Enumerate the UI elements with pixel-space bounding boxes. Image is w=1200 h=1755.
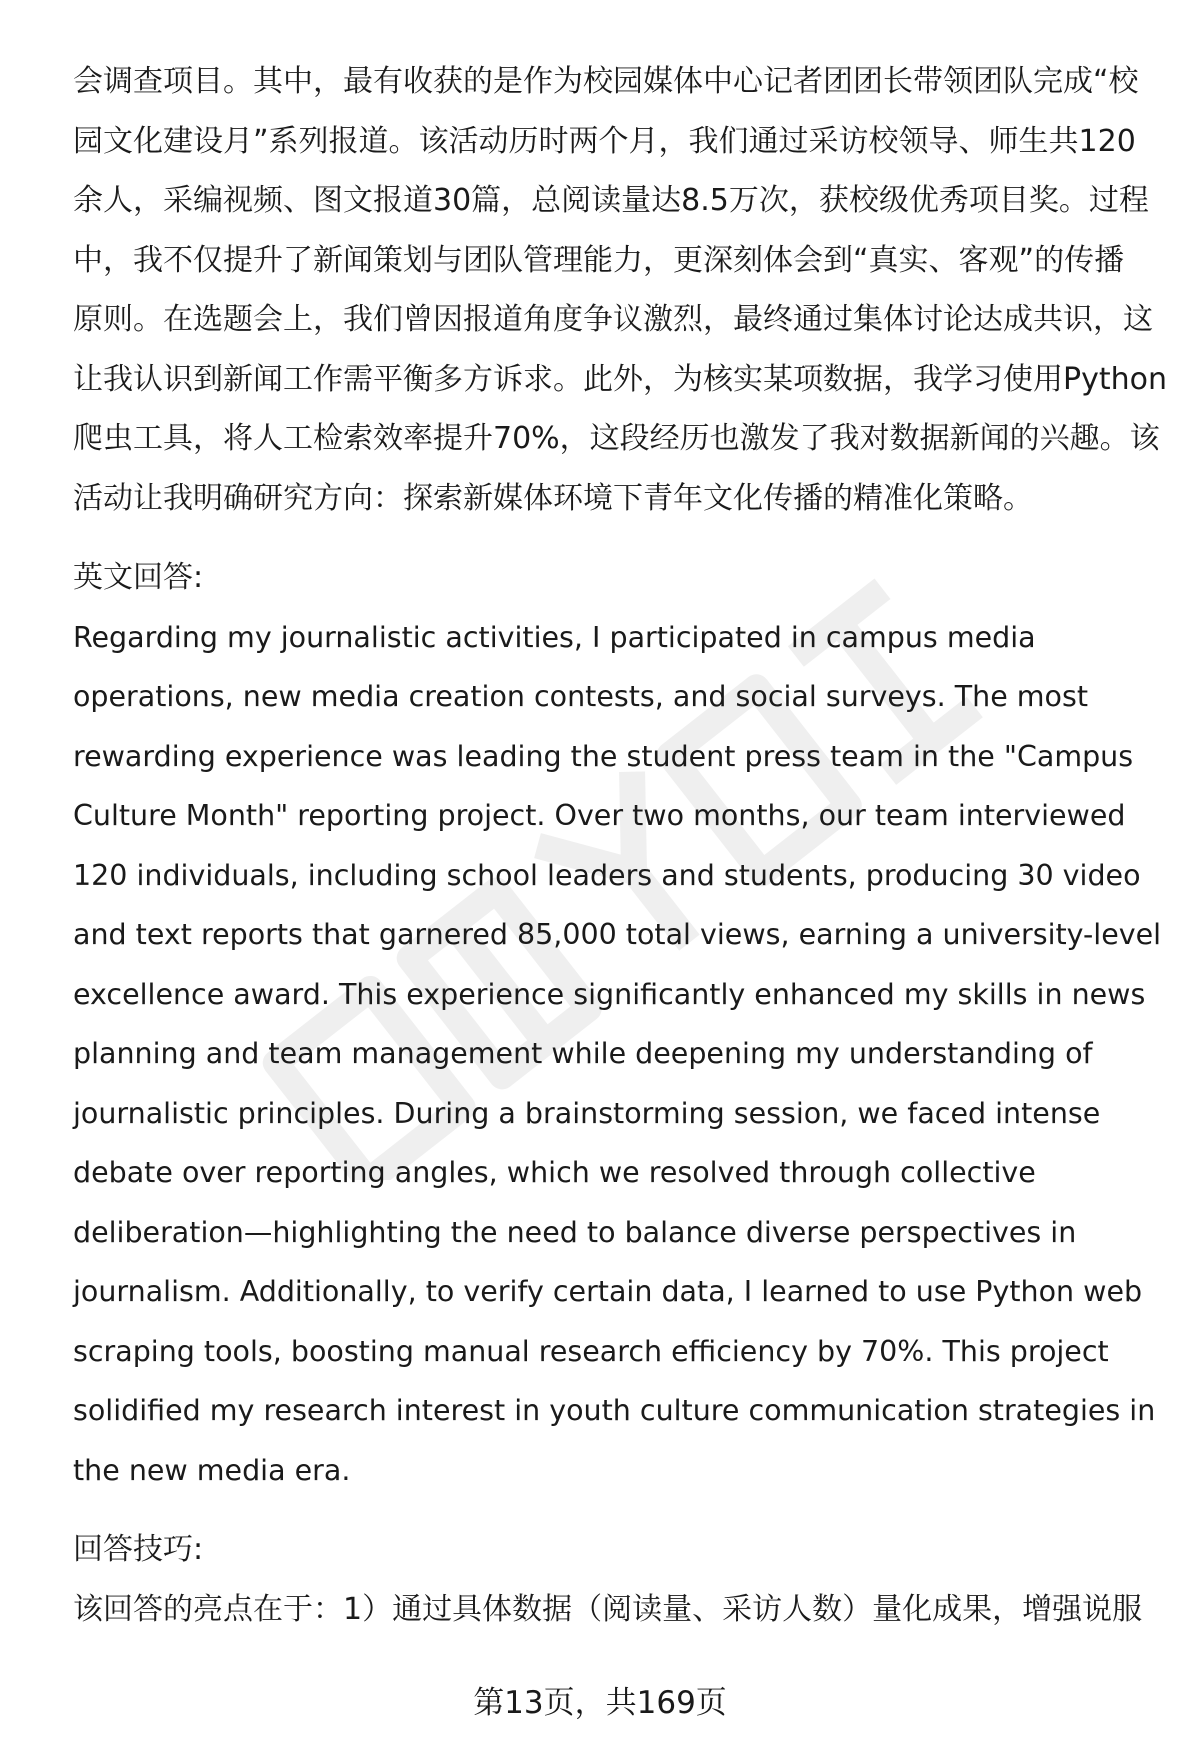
text-line: 该回答的亮点在于：1）通过具体数据（阅读量、采访人数）量化成果，增强说服 — [73, 1591, 1143, 1627]
text-line: planning and team management while deepening my understanding of — [73, 1037, 1093, 1070]
document-body — [73, 52, 1167, 1639]
text-line: solidified my research interest in youth culture communication strategies in — [73, 1394, 1156, 1427]
text-line: 让我认识到新闻工作需平衡多方诉求。此外，为核实某项数据，我学习使用Python — [73, 361, 1167, 397]
text-line: 活动让我明确研究方向：探索新媒体环境下青年文化传播的精准化策略。 — [73, 480, 1033, 516]
text-line: and text reports that garnered 85,000 total views, earning a university-level — [73, 918, 1162, 951]
chinese-answer-paragraph — [73, 52, 1167, 528]
text-line: operations, new media creation contests, and social surveys. The most — [73, 680, 1089, 713]
paragraph-spacer — [73, 528, 1153, 548]
text-line: the new media era. — [73, 1453, 351, 1487]
text-line: rewarding experience was leading the student press team in the "Campus — [73, 739, 1134, 773]
text-line: 余人，采编视频、图文报道30篇，总阅读量达8.5万次，获校级优秀项目奖。过程 — [73, 183, 1149, 218]
page-number-footer: 第13页，共169页 — [473, 1685, 727, 1721]
answer-tips-heading: 回答技巧: — [73, 1532, 204, 1567]
text-line: 中，我不仅提升了新闻策划与团队管理能力，更深刻体会到“真实、客观”的传播 — [73, 242, 1125, 278]
answer-tips-paragraph — [73, 1580, 1153, 1640]
text-line: excellence award. This experience significantly enhanced my skills in news — [73, 977, 1146, 1011]
text-line: debate over reporting angles, which we resolved through collective — [73, 1156, 1036, 1189]
text-line: Regarding my journalistic activities, I participated in campus media — [73, 620, 1036, 654]
text-line: 会调查项目。其中，最有收获的是作为校园媒体中心记者团团长带领团队完成“校 — [73, 64, 1139, 99]
text-line: 原则。在选题会上，我们曾因报道角度争议激烈，最终通过集体讨论达成共识，这 — [73, 302, 1153, 337]
paragraph-spacer — [73, 1500, 1153, 1520]
text-line: journalism. Additionally, to verify certain data, I learned to use Python web — [73, 1275, 1143, 1308]
english-answer-heading: 英文回答: — [73, 560, 204, 595]
text-line: 120 individuals, including school leaders and students, producing 30 video — [73, 858, 1141, 892]
text-line: 爬虫工具，将人工检索效率提升70%，这段经历也激发了我对数据新闻的兴趣。该 — [73, 421, 1160, 456]
text-line: Culture Month" reporting project. Over two months, our team interviewed — [73, 799, 1126, 832]
text-line: scraping tools, boosting manual research efficiency by 70%. This project — [73, 1334, 1109, 1368]
text-line: 园文化建设月”系列报道。该活动历时两个月，我们通过采访校领导、师生共120 — [73, 123, 1136, 159]
english-answer-paragraph — [73, 608, 1162, 1501]
text-line: journalistic principles. During a brainstorming session, we faced intense — [73, 1096, 1101, 1130]
text-line: deliberation—highlighting the need to balance diverse perspectives in — [73, 1215, 1077, 1249]
